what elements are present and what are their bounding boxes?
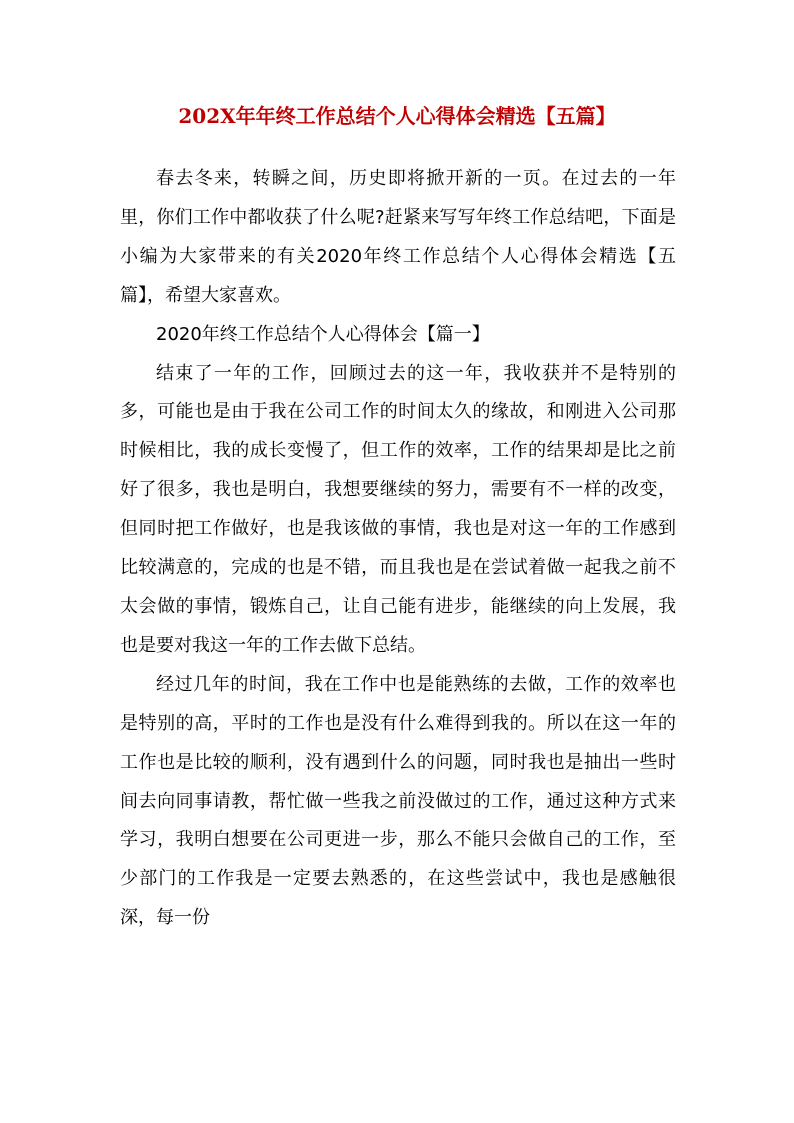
intro-paragraph: 春去冬来，转瞬之间，历史即将掀开新的一页。在过去的一年里，你们工作中都收获了什么呢?赶紧来写写年终工作总结吧，下面是小编为大家带来的有关2020年终工作总结个人心得体会精选【五篇】，希望大家喜欢。 bbox=[120, 168, 676, 306]
body-paragraph-1: 结束了一年的工作，回顾过去的这一年，我收获并不是特别的多，可能也是由于我在公司工作的时间太久的缘故，和刚进入公司那时候相比，我的成长变慢了，但工作的效率，工作的结果却是比之前好了很多，我也是明白，我想要继续的努力，需要有不一样的改变，但同时把工作做好，也是我该做的事情，我也是对这一年的工作感到比较满意的，完成的也是不错，而且我也是在尝试着做一起我之前不太会做的事情，锻炼自己，让自己能有进步，能继续的向上发展，我也是要对我这一年的工作去做下总结。 bbox=[120, 362, 676, 656]
section-heading: 2020年终工作总结个人心得体会【篇一】 bbox=[156, 323, 490, 345]
document-title: 202X年年终工作总结个人心得体会精选【五篇】 bbox=[178, 104, 616, 128]
document-body bbox=[120, 160, 676, 938]
body-paragraph-2: 经过几年的时间，我在工作中也是能熟练的去做，工作的效率也是特别的高，平时的工作也是没有什么难得到我的。所以在这一年的工作也是比较的顺利，没有遇到什么的问题，同时我也是抽出一些时间去向同事请教，帮忙做一些我之前没做过的工作，通过这种方式来学习，我明白想要在公司更进一步，那么不能只会做自己的工作，至少部门的工作我是一定要去熟悉的，在这些尝试中，我也是感触很深，每一份 bbox=[120, 673, 676, 929]
